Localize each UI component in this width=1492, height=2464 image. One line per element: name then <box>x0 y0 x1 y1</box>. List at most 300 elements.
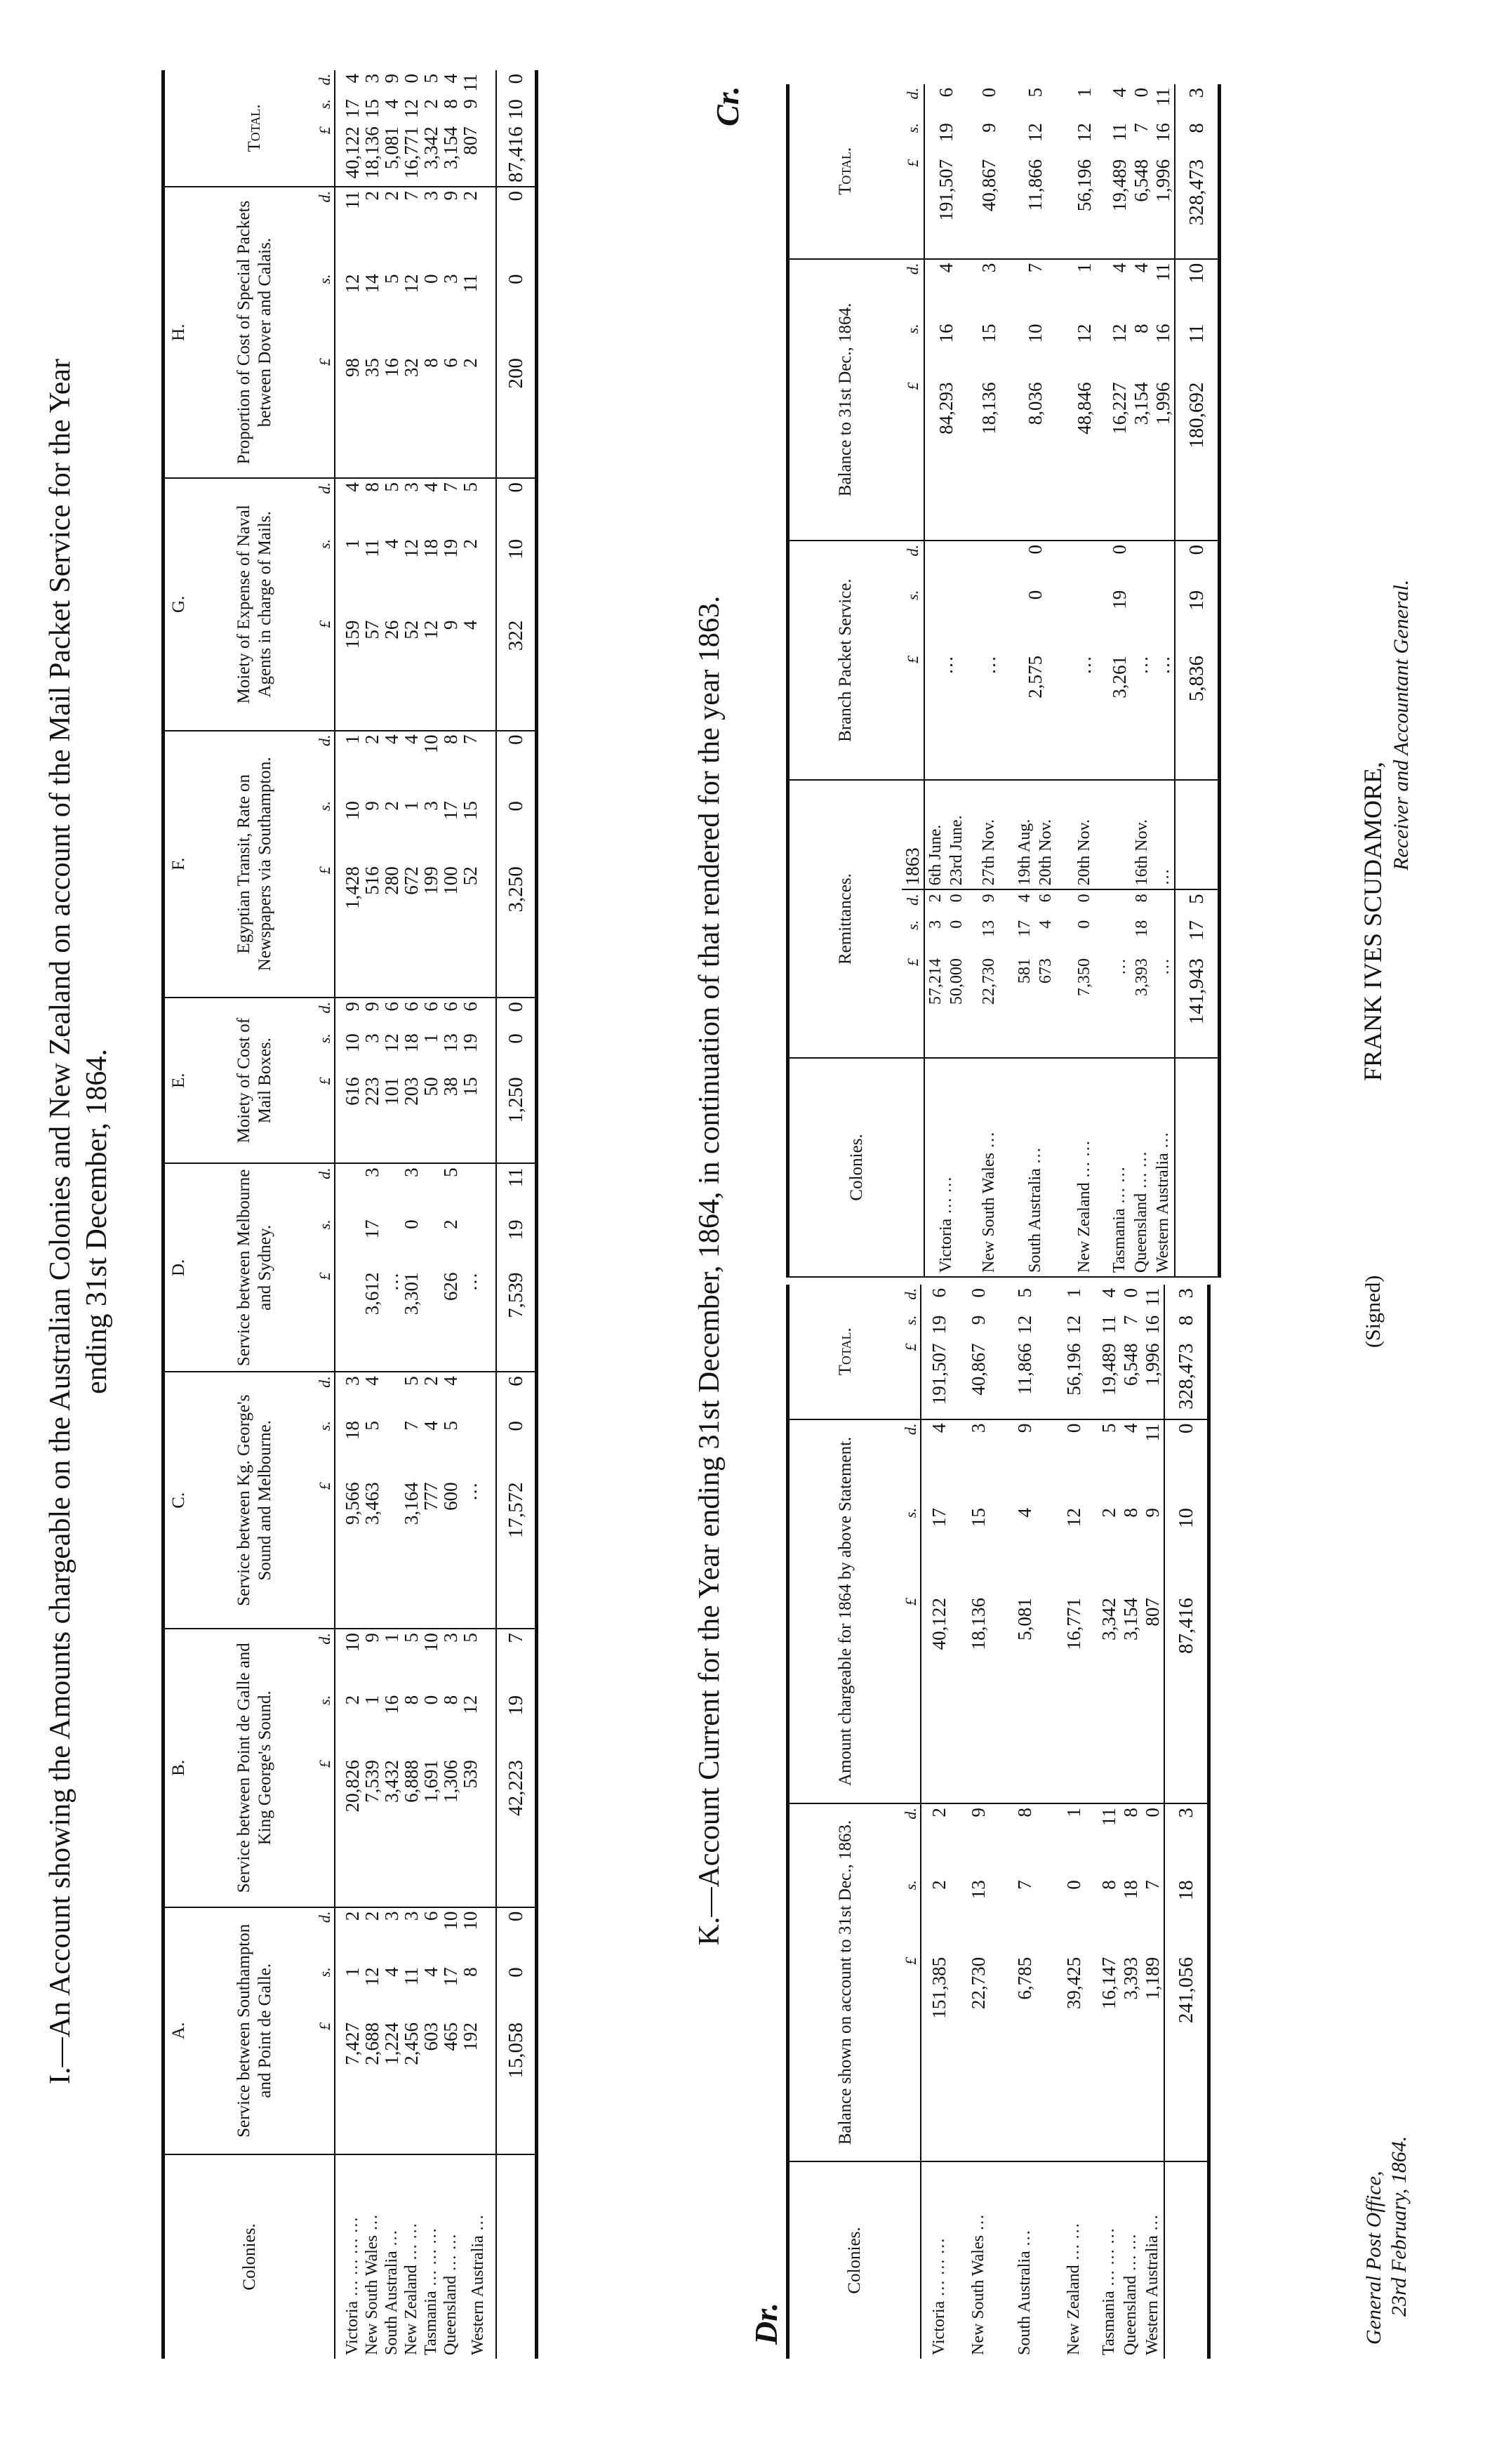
amount-cell: 159 <box>335 617 362 731</box>
amount-cell: 3,154 <box>1120 1594 1142 1803</box>
total-label-cell <box>496 2154 537 2359</box>
table-i-total-row <box>496 70 537 2359</box>
remittance-value: 581 <box>1015 958 1034 984</box>
amount-cell: 11,866 <box>1011 156 1060 259</box>
amount-cell: 0 <box>401 1219 422 1229</box>
column-description: Service between Kg. George's Sound and Melbourne. <box>193 1372 316 1629</box>
amount-cell <box>335 1163 362 1216</box>
amount-cell: 8 <box>440 99 461 109</box>
amount-cell: 4 <box>440 74 461 84</box>
amount-cell: 16 <box>1152 123 1173 143</box>
amount-cell: 1,224 <box>382 2019 401 2154</box>
amount-cell: 6 <box>401 1002 422 1012</box>
total-amount: 328,473 <box>1164 1340 1209 1419</box>
amount-cell: 7 <box>440 482 461 492</box>
amount-cell: 0 <box>420 274 441 284</box>
table-row <box>1098 1285 1120 2359</box>
amount-cell: 11 <box>1152 88 1173 106</box>
currency-label: d. <box>902 1803 921 1876</box>
table-row <box>362 70 382 2359</box>
amount-cell: … <box>1060 652 1109 780</box>
total-amount: 42,223 <box>496 1756 537 1907</box>
amount-cell: 8 <box>1131 324 1152 333</box>
amount-cell: 19 <box>460 1033 481 1053</box>
amount-cell: 57 <box>362 617 382 731</box>
amount-cell: 9 <box>967 1315 989 1325</box>
footer-role: Receiver and Accountant General. <box>1390 579 1413 870</box>
column-letter: A. <box>164 1907 194 2154</box>
total-amount: 19 <box>496 1216 537 1269</box>
amount-cell: 777 <box>421 1478 441 1629</box>
amount-cell: 0 <box>420 1695 441 1705</box>
total-amount: 10 <box>1175 259 1220 321</box>
total-amount: 0 <box>496 70 537 95</box>
amount-cell: 9 <box>361 1633 382 1643</box>
remittance-amount <box>1131 889 1152 916</box>
amount-cell: 5 <box>440 1421 461 1431</box>
amount-cell: 10 <box>342 1633 363 1652</box>
amount-cell: 20,826 <box>335 1756 362 1907</box>
colonies-header: Colonies. <box>788 1058 925 1277</box>
table-row <box>1142 1285 1164 2359</box>
amount-cell: 3,342 <box>1098 1594 1120 1803</box>
amount-cell: 7 <box>460 734 481 745</box>
amount-cell: 2 <box>460 190 481 201</box>
colony-name: New South Wales … <box>967 1058 1011 1277</box>
total-date-cell <box>1175 780 1220 889</box>
column-description: Moiety of Cost of Mail Boxes. <box>193 998 316 1163</box>
remittance-date-value: 19th Aug. <box>1015 819 1034 886</box>
column-description: Service between Southampton and Point de Galle. <box>193 1907 316 2154</box>
amount-cell: 9 <box>381 74 402 84</box>
amount-cell: 18 <box>342 1421 363 1440</box>
amount-cell: 12 <box>401 274 422 293</box>
remittance-amount <box>1131 917 1152 955</box>
table-row <box>921 1285 957 2359</box>
footer-signer: FRANK IVES SCUDAMORE, <box>1359 761 1387 1081</box>
amount-cell: 7 <box>1013 1880 1035 1890</box>
amount-cell: 9 <box>361 801 382 811</box>
amount-cell: 11 <box>1142 1423 1163 1442</box>
amount-cell: 17 <box>440 801 461 821</box>
amount-cell: 10 <box>460 1911 481 1930</box>
amount-cell <box>382 1216 401 1269</box>
amount-cell: 2 <box>440 1219 461 1229</box>
amount-cell: 17 <box>928 1508 950 1528</box>
amount-cell: 0 <box>1131 88 1152 98</box>
amount-cell: 4 <box>420 482 441 492</box>
amount-cell: 3 <box>420 190 441 201</box>
amount-cell: 7,539 <box>362 1756 382 1907</box>
total-amount: 0 <box>496 1030 537 1073</box>
amount-cell: 5 <box>401 1376 422 1386</box>
amount-cell: 19 <box>440 538 461 558</box>
colony-name: Tasmania … … <box>1109 1058 1131 1277</box>
amount-cell: 12 <box>460 1695 481 1714</box>
total-amount: 0 <box>1164 1419 1209 1504</box>
amount-cell: 2 <box>928 1880 950 1890</box>
column-letter: C. <box>164 1372 194 1629</box>
amount-cell: 6,785 <box>1000 1954 1049 2161</box>
amount-cell: 1 <box>342 538 363 549</box>
table-row <box>441 70 460 2359</box>
amount-cell: 3,612 <box>362 1269 382 1372</box>
colony-name: Queensland … … <box>1121 2233 1140 2355</box>
amount-cell: 4 <box>381 734 402 745</box>
amount-cell: 7 <box>1024 263 1046 273</box>
dr-label: Dr. <box>748 2302 784 2345</box>
currency-label: £ <box>902 1954 921 2161</box>
amount-cell: 19 <box>928 1315 950 1334</box>
amount-cell: 10 <box>420 1633 441 1652</box>
table-row <box>421 70 441 2359</box>
footer-office <box>1361 2136 1412 2345</box>
colony-name: South Australia … <box>1011 1058 1060 1277</box>
colony-name: Victoria … … <box>924 1058 967 1277</box>
column-letter: H. <box>164 187 194 478</box>
amount-cell: 5,081 <box>382 123 401 187</box>
colony-name: New Zealand … … <box>402 2223 420 2355</box>
amount-cell: 1 <box>342 734 363 745</box>
amount-cell <box>421 1163 441 1216</box>
amount-cell: … <box>1131 652 1152 780</box>
colonies-header: Colonies. <box>788 2161 921 2359</box>
amount-cell: 9 <box>460 99 481 109</box>
amount-cell: 6,888 <box>401 1756 421 1907</box>
debit-column-header: Balance shown on account to 31st Dec., 1863. <box>788 1803 902 2161</box>
currency-label: £ <box>902 652 924 780</box>
amount-cell: 18 <box>1120 1880 1141 1900</box>
total-amount: 328,473 <box>1175 156 1220 259</box>
amount-cell <box>1060 541 1109 587</box>
column-description: Proportion of Cost of Special Packets between Dover and Calais. <box>193 187 316 478</box>
currency-label: d. <box>316 478 335 536</box>
amount-cell: 0 <box>978 88 999 98</box>
remittance-date-value: 20th Nov. <box>1037 819 1055 886</box>
amount-cell: 3 <box>342 1376 363 1386</box>
currency-label: s. <box>902 1312 921 1340</box>
table-row <box>1120 1285 1142 2359</box>
total-amount: 0 <box>496 1963 537 2019</box>
column-letter: B. <box>164 1629 194 1907</box>
amount-cell: 1 <box>420 1033 441 1043</box>
table-k-debit <box>786 1285 1211 2359</box>
currency-label: d. <box>902 1419 921 1504</box>
total-amount: 87,416 <box>1164 1594 1209 1803</box>
amount-cell: 1,306 <box>441 1756 460 1907</box>
amount-cell: 11 <box>361 538 382 557</box>
amount-cell: 6 <box>460 1002 481 1012</box>
amount-cell: 2 <box>342 1695 363 1705</box>
amount-cell: 11 <box>1098 1808 1119 1827</box>
amount-cell: 26 <box>382 617 401 731</box>
table-row <box>967 84 1011 1277</box>
amount-cell: 22,730 <box>957 1954 1000 2161</box>
amount-cell: 7 <box>401 1421 422 1431</box>
currency-label: d. <box>902 541 924 587</box>
amount-cell: 19 <box>935 123 957 143</box>
amount-cell: 3,154 <box>441 123 460 187</box>
amount-cell: 11 <box>460 74 481 92</box>
amount-cell: 626 <box>441 1269 460 1372</box>
currency-label: d. <box>902 259 924 321</box>
total-amount: 11 <box>496 1163 537 1216</box>
amount-cell: 3 <box>361 74 382 84</box>
table-i-title-line1: I.—An Account showing the Amounts chargeable on the Australian Colonies and New Zealand on account of the Mail Packet Service for the Year <box>44 359 76 2084</box>
amount-cell: 9 <box>1013 1423 1035 1433</box>
total-amount: 0 <box>496 731 537 798</box>
currency-label: s. <box>902 917 924 955</box>
amount-cell: 223 <box>362 1073 382 1163</box>
total-label-cell <box>1175 1058 1220 1277</box>
currency-label: s. <box>316 95 335 123</box>
amount-cell: 4 <box>420 1967 441 1977</box>
amount-cell: 12 <box>1013 1315 1035 1334</box>
table-row <box>401 70 421 2359</box>
amount-cell: 1,691 <box>421 1756 441 1907</box>
amount-cell: 10 <box>1024 324 1046 343</box>
amount-cell: 3,393 <box>1120 1954 1142 2161</box>
remittance-value: 0 <box>1075 894 1093 903</box>
amount-cell: 3 <box>401 482 422 492</box>
amount-cell: 600 <box>441 1478 460 1629</box>
table-i <box>161 70 538 2359</box>
column-letter: F. <box>164 731 194 998</box>
remittance-date-value: 23rd June. <box>947 815 966 886</box>
amount-cell: 5 <box>361 1421 382 1431</box>
amount-cell: 4 <box>1109 88 1130 98</box>
table-row <box>335 70 362 2359</box>
amount-cell: 17 <box>440 1967 461 1987</box>
column-description: Egyptian Transit, Rate on Newspapers via Southampton. <box>193 731 316 998</box>
remittance-value: 18 <box>1132 920 1151 937</box>
amount-cell: 18 <box>401 1033 422 1053</box>
amount-cell: 52 <box>401 617 421 731</box>
amount-cell: 4 <box>381 1967 402 1977</box>
amount-cell: 84,293 <box>924 378 967 541</box>
remittance-amount <box>1109 889 1131 916</box>
amount-cell: 4 <box>1109 263 1130 273</box>
table-i-currency-row <box>316 70 335 2359</box>
amount-cell: 13 <box>440 1033 461 1053</box>
remittance-value: 13 <box>980 920 998 937</box>
amount-cell: 672 <box>401 863 421 998</box>
amount-cell: 40,867 <box>957 1340 1000 1419</box>
remittance-date <box>967 780 1011 889</box>
total-amount: 141,943 <box>1175 955 1220 1058</box>
amount-cell: … <box>924 652 967 780</box>
total-label-cell <box>1164 2161 1209 2359</box>
amount-cell: 9 <box>342 1002 363 1012</box>
remittance-amount <box>924 889 967 916</box>
column-description: Service between Point de Galle and King George's Sound. <box>193 1629 316 1907</box>
amount-cell: 15 <box>460 1073 496 1163</box>
total-amount: 10 <box>1164 1504 1209 1594</box>
table-row <box>957 1285 1000 2359</box>
amount-cell: 0 <box>1063 1423 1084 1433</box>
table-row <box>1131 84 1152 1277</box>
column-description: Service between Melbourne and Sydney. <box>193 1163 316 1372</box>
amount-cell: 16 <box>381 1695 402 1714</box>
column-description: Moiety of Expense of Naval Agents in charge of Mails. <box>193 478 316 730</box>
amount-cell: 2,456 <box>401 2019 421 2154</box>
amount-cell: 39,425 <box>1049 1954 1098 2161</box>
currency-label: s. <box>316 797 335 863</box>
credit-column-header: Branch Packet Service. <box>788 541 902 780</box>
amount-cell: 10 <box>440 1911 461 1930</box>
amount-cell <box>460 1163 496 1216</box>
amount-cell: 4 <box>361 1376 382 1386</box>
amount-cell: … <box>1152 652 1175 780</box>
k-credit-total <box>1175 84 1220 1277</box>
total-amount: 17 <box>1175 917 1220 955</box>
amount-cell: 15 <box>361 99 382 119</box>
amount-cell: 9 <box>440 190 461 201</box>
amount-cell <box>460 1417 496 1478</box>
amount-cell: 2 <box>381 190 402 201</box>
amount-cell: 5 <box>1013 1288 1035 1298</box>
total-amount: 3 <box>1164 1803 1209 1876</box>
amount-cell: 5 <box>381 274 402 284</box>
amount-cell: 807 <box>1142 1594 1164 1803</box>
remittance-value: 673 <box>1037 958 1055 984</box>
amount-cell: 2 <box>420 1376 441 1386</box>
amount-cell: 7,427 <box>335 2019 362 2154</box>
colony-name: New Zealand … … <box>1060 1058 1109 1277</box>
amount-cell: 40,122 <box>921 1594 957 1803</box>
amount-cell: 15 <box>967 1508 989 1528</box>
amount-cell: 5 <box>401 1633 422 1643</box>
amount-cell: 18,136 <box>967 378 1011 541</box>
remittance-amount <box>1060 955 1109 1058</box>
amount-cell: 6,548 <box>1120 1340 1142 1419</box>
amount-cell: 3,154 <box>1131 378 1152 541</box>
amount-cell: 40,867 <box>967 156 1011 259</box>
currency-label: s. <box>316 1692 335 1756</box>
amount-cell: 5 <box>420 74 441 84</box>
amount-cell: 0 <box>1142 1808 1163 1817</box>
currency-label: £ <box>902 378 924 541</box>
amount-cell: 2 <box>361 190 382 201</box>
amount-cell: 8 <box>361 482 382 492</box>
amount-cell <box>1131 587 1152 652</box>
amount-cell: 8 <box>1120 1808 1141 1817</box>
amount-cell <box>382 1372 401 1417</box>
amount-cell: 11 <box>1142 1288 1163 1306</box>
amount-cell: 3 <box>401 1167 422 1177</box>
amount-cell: 4 <box>381 538 402 549</box>
amount-cell: 3,261 <box>1109 652 1131 780</box>
total-amount: 200 <box>496 355 537 478</box>
amount-cell: 11 <box>342 190 363 209</box>
remittance-value: 0 <box>1075 920 1093 929</box>
column-description: Total. <box>193 70 316 187</box>
remittance-value: 22,730 <box>980 958 998 1005</box>
total-amount: 87,416 <box>496 123 537 187</box>
amount-cell: 807 <box>460 123 496 187</box>
amount-cell: 40,122 <box>335 123 362 187</box>
amount-cell: 2 <box>460 355 496 478</box>
amount-cell: 52 <box>460 863 496 998</box>
amount-cell: 3 <box>967 1423 989 1433</box>
total-amount: 3,250 <box>496 863 537 998</box>
amount-cell: 4 <box>1098 1288 1119 1298</box>
remittance-value: 3,393 <box>1132 958 1151 997</box>
currency-label: d. <box>316 1629 335 1692</box>
amount-cell: 3 <box>420 801 441 811</box>
currency-label: d. <box>902 1285 921 1312</box>
table-i-title-line2: ending 31st December, 1864. <box>81 1049 113 1394</box>
amount-cell: 0 <box>1109 545 1130 555</box>
amount-cell: 56,196 <box>1049 1340 1098 1419</box>
remittance-value: 50,000 <box>947 958 966 1005</box>
amount-cell: 280 <box>382 863 401 998</box>
amount-cell: 199 <box>421 863 441 998</box>
total-amount: 18 <box>1164 1876 1209 1954</box>
credit-column-header: Total. <box>788 84 902 259</box>
amount-cell: 16 <box>935 324 957 343</box>
k-debit-header <box>788 1285 902 2359</box>
amount-cell: 100 <box>441 863 460 998</box>
currency-label: d. <box>316 1907 335 1964</box>
total-amount: 0 <box>496 271 537 355</box>
currency-label: £ <box>902 156 924 259</box>
amount-cell: 7 <box>401 190 422 201</box>
colony-name: Western Australia … <box>469 2214 487 2355</box>
remittance-value: 2 <box>926 894 945 903</box>
amount-cell: 0 <box>401 74 422 84</box>
total-amount: 0 <box>496 998 537 1030</box>
amount-cell: 56,196 <box>1060 156 1109 259</box>
total-amount: 322 <box>496 617 537 731</box>
remittance-value: 17 <box>1015 920 1034 937</box>
remittance-date <box>1109 780 1131 889</box>
amount-cell: 4 <box>1120 1423 1141 1433</box>
cr-label: Cr. <box>710 86 745 126</box>
amount-cell: 48,846 <box>1060 378 1109 541</box>
amount-cell: 1,996 <box>1152 378 1175 541</box>
remittance-amount <box>1152 889 1175 916</box>
remittance-amount <box>1152 917 1175 955</box>
remittance-amount <box>1011 955 1060 1058</box>
currency-label: d. <box>316 998 335 1030</box>
amount-cell: 1 <box>1073 88 1095 98</box>
total-amount: 8 <box>1175 119 1220 156</box>
k-credit-header <box>788 84 902 1277</box>
amount-cell: 0 <box>1063 1880 1084 1890</box>
amount-cell <box>1060 587 1109 652</box>
table-i-title <box>42 63 115 2380</box>
currency-label: s. <box>316 1216 335 1269</box>
amount-cell: 19,489 <box>1098 1340 1120 1419</box>
table-row <box>1109 84 1131 1277</box>
amount-cell <box>967 541 1011 587</box>
amount-cell: 19 <box>1109 590 1130 609</box>
total-amount: 5 <box>1175 889 1220 916</box>
amount-cell: 8 <box>440 1695 461 1705</box>
table-row <box>1060 84 1109 1277</box>
total-amount: 8 <box>1164 1312 1209 1340</box>
remittance-amount <box>967 889 1011 916</box>
amount-cell: 12 <box>1109 324 1130 343</box>
amount-cell: 3 <box>978 263 999 273</box>
currency-label: d. <box>902 84 924 119</box>
amount-cell: 2 <box>1098 1508 1119 1518</box>
amount-cell: 2,575 <box>1011 652 1060 780</box>
currency-label: s. <box>316 1417 335 1478</box>
total-amount: 11 <box>1175 320 1220 378</box>
amount-cell: 17 <box>361 1219 382 1239</box>
